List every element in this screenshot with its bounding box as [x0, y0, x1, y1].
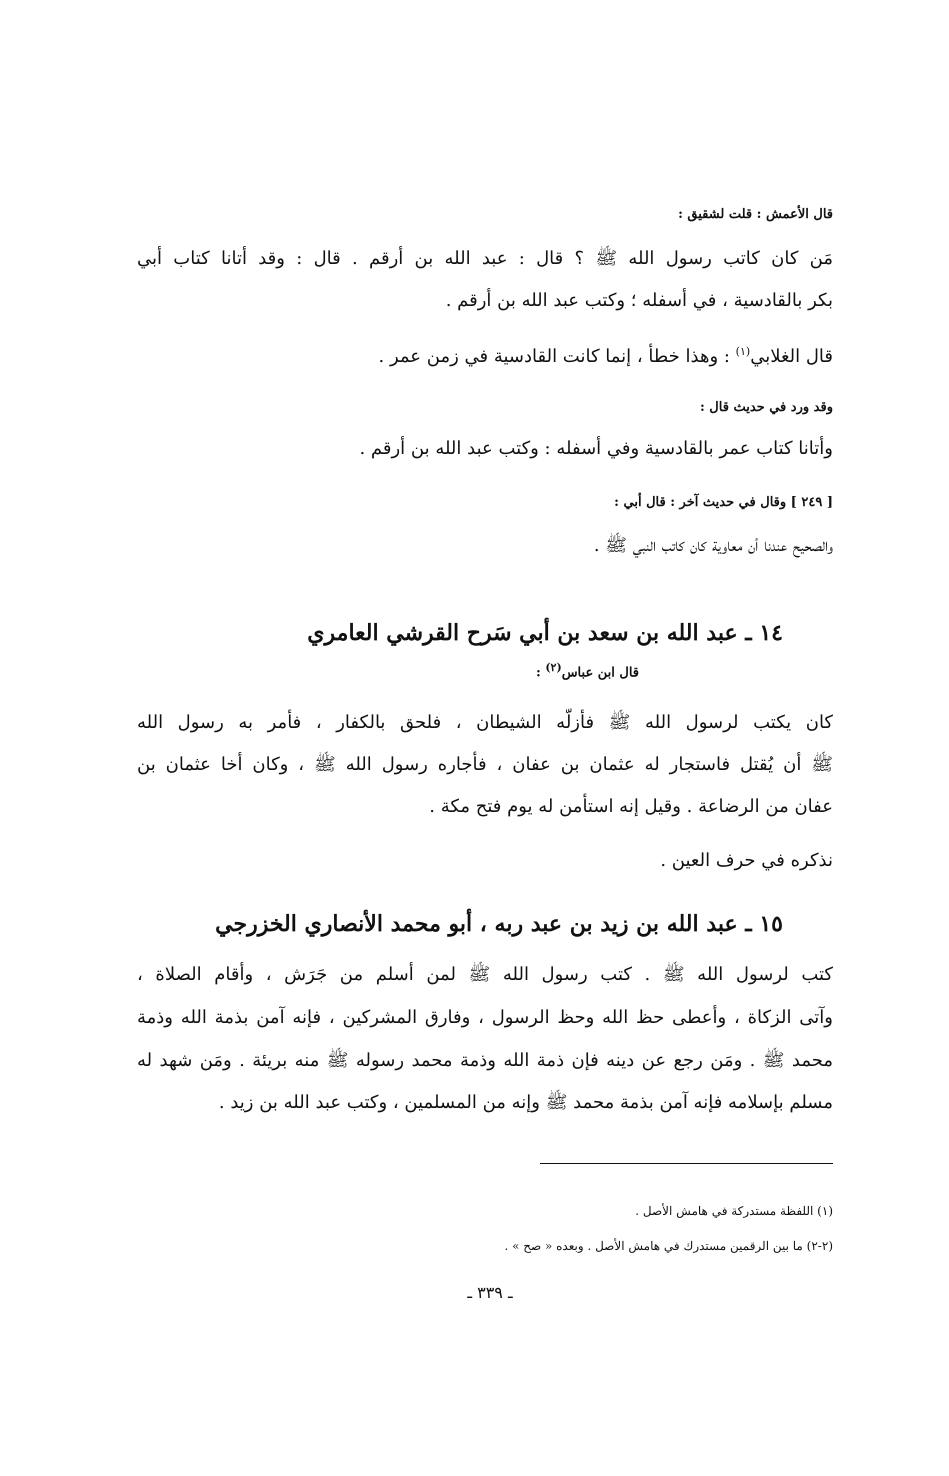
- text-line: والصحيح عندنا أن معاوية كان كاتب النبي ﷺ .: [593, 535, 833, 556]
- narration-lead: وقد ورد في حديث قال :: [699, 400, 833, 415]
- text-line: [379, 346, 834, 366]
- text-segment: :: [536, 665, 546, 681]
- text-line: محمد ﷺ . ومَن رجع عن دينه فإن ذمة الله وذمة محمد رسوله ﷺ منه بريئة . ومَن شهد له: [137, 1050, 833, 1071]
- footnote-separator: [540, 1163, 833, 1164]
- text-segment: : وهذا خطأ ، إنما كانت القادسية في زمن عمر .: [378, 346, 736, 367]
- text-line: مَن كان كاتب رسول الله ﷺ ؟ قال : عبد الله بن أرقم . قال : وقد أتانا كتاب أبي: [137, 248, 833, 269]
- text-line: بكر بالقادسية ، في أسفله ؛ وكتب عبد الله بن أرقم .: [445, 290, 833, 311]
- text-line: ﷺ أن يُقتل فاستجار له عثمان بن عفان ، فأجاره رسول الله ﷺ ، وكان أخا عثمان بن: [137, 754, 833, 775]
- footnote: (٢-٢) ما بين الرقمين مستدرك في هامش الأصل . وبعده « صح » .: [504, 1239, 833, 1253]
- text-line: نذكره في حرف العين .: [660, 850, 833, 871]
- text-line: وأتانا كتاب عمر بالقادسية وفي أسفله : وكتب عبد الله بن أرقم .: [359, 438, 833, 459]
- text-segment: قال الغلابي: [750, 346, 833, 367]
- text-line: كتب لرسول الله ﷺ . كتب رسول الله ﷺ لمن أسلم من جَرَش ، وأقام الصلاة ،: [137, 964, 833, 985]
- narration-lead: [ ٢٤٩ ] وقال في حديث آخر : قال أبي :: [614, 495, 833, 510]
- narration-lead: قال الأعمش : قلت لشقيق :: [678, 207, 833, 222]
- section-heading: ١٥ ـ عبد الله بن زيد بن عبد ربه ، أبو محمد الأنصاري الخزرجي: [215, 911, 783, 937]
- text-line: وآتى الزكاة ، وأعطى حظ الله وحظ الرسول ، وفارق المشركين ، فإنه آمن بذمة الله وذمة: [137, 1007, 833, 1028]
- text-line: عفان من الرضاعة . وقيل إنه استأمن له يوم فتح مكة .: [429, 796, 833, 817]
- text-line: كان يكتب لرسول الله ﷺ فأزلّه الشيطان ، فلحق بالكفار ، فأمر به رسول الله: [137, 712, 833, 733]
- text-line: مسلم بإسلامه فإنه آمن بذمة محمد ﷺ وإنه من المسلمين ، وكتب عبد الله بن زيد .: [218, 1092, 833, 1113]
- narration-lead: [536, 662, 639, 679]
- text-segment: قال ابن عباس: [561, 665, 639, 681]
- footnote: (١) اللفظة مستدركة في هامش الأصل .: [635, 1204, 833, 1218]
- footnote-marker: (٢): [545, 661, 562, 674]
- page-number: ـ ٣٣٩ ـ: [467, 1283, 513, 1302]
- footnote-marker: (١): [735, 345, 751, 358]
- section-heading: ١٤ ـ عبد الله بن سعد بن أبي سَرح القرشي العامري: [307, 620, 783, 646]
